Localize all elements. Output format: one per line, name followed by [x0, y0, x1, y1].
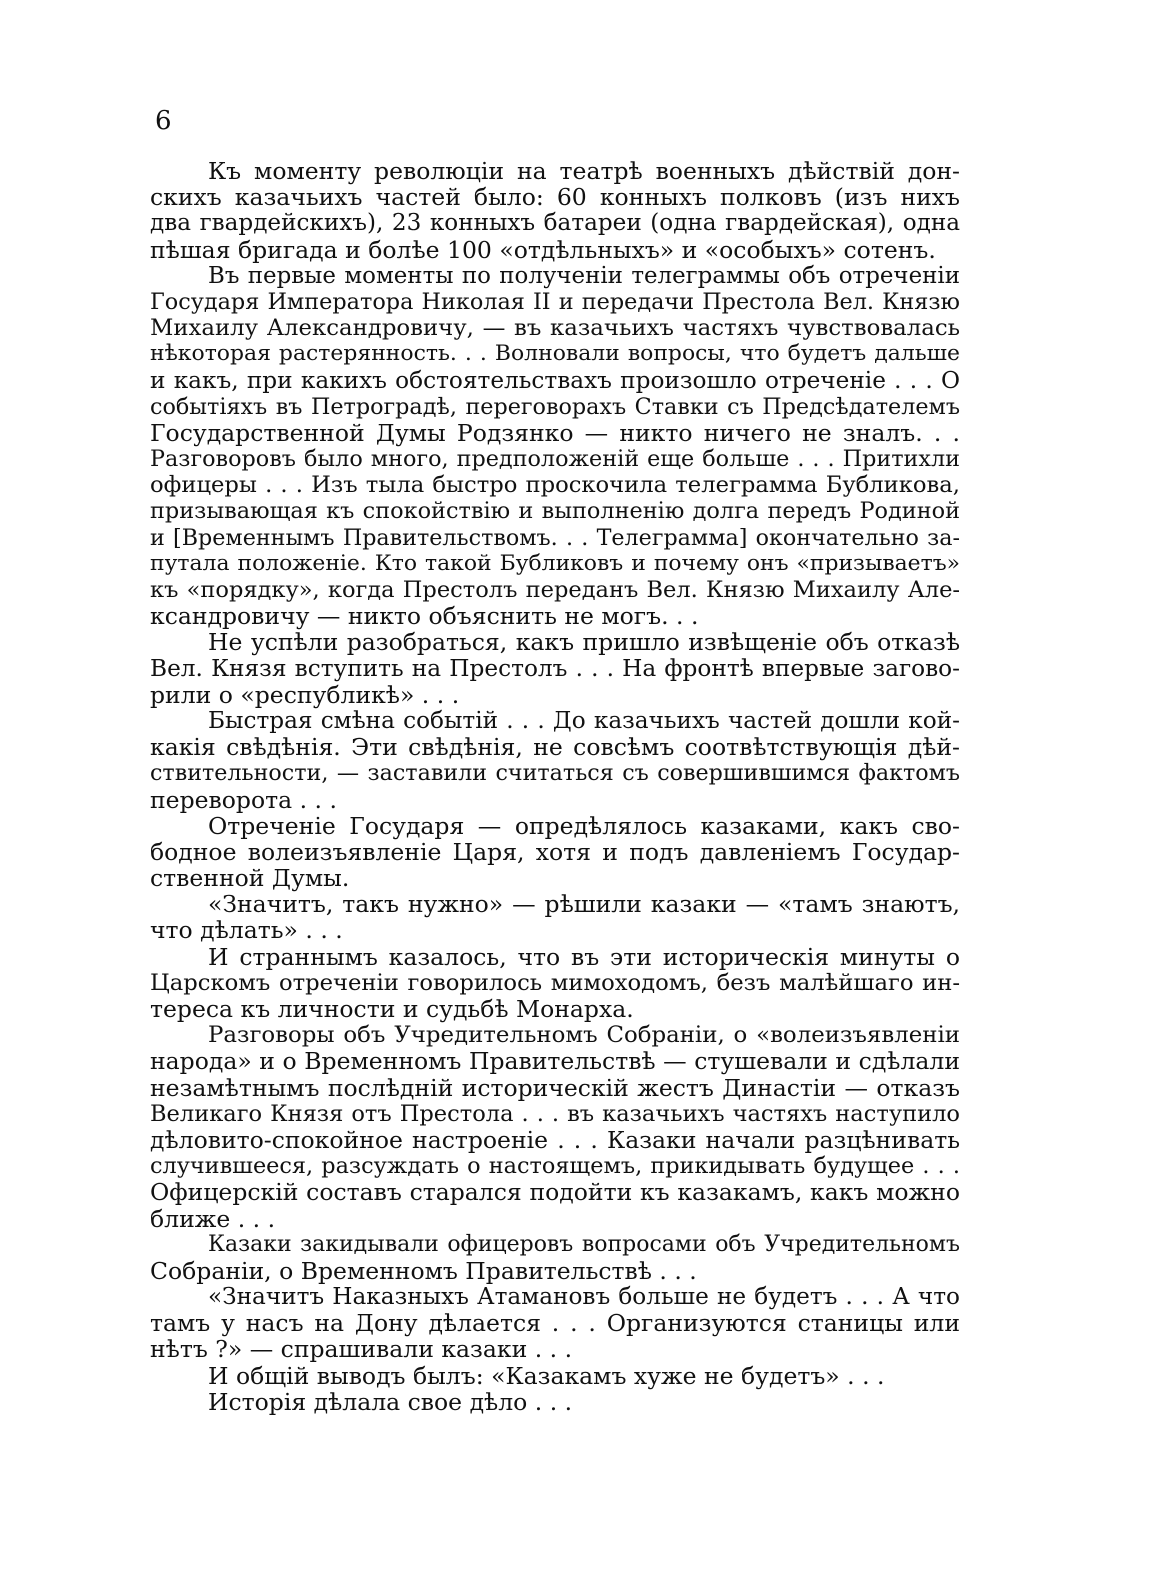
body-text	[150, 158, 960, 1415]
text-line: къ «порядку», когда Престолъ переданъ Вел. Князю Михаилу Але-	[150, 577, 960, 603]
text-line: скихъ казачьихъ частей было: 60 конныхъ полковъ (изъ нихъ	[150, 183, 960, 212]
text-line: случившееся, разсуждать о настоящемъ, прикидывать будущее . . .	[150, 1153, 960, 1180]
text-line: незамѣтнымъ послѣдній историческій жестъ Династіи — отказъ	[150, 1073, 960, 1102]
text-line: Не успѣли разобраться, какъ пришло извѣщеніе объ отказѣ	[208, 628, 960, 657]
text-line: что дѣлать» . . .	[150, 916, 343, 945]
text-line: и какъ, при какихъ обстоятельствахъ произошло отреченіе . . . О	[150, 366, 960, 394]
text-line: Отреченіе Государя — опредѣлялось казаками, какъ сво-	[208, 811, 960, 840]
text-line: пѣшая бригада и болѣе 100 «отдѣльныхъ» и «особыхъ» сотенъ.	[150, 235, 936, 264]
text-line: ственной Думы.	[150, 864, 350, 893]
text-line: «Значитъ, такъ нужно» — рѣшили казаки — «тамъ знаютъ,	[208, 890, 960, 919]
text-line: И страннымъ казалось, что въ эти историческія минуты о	[208, 942, 960, 971]
text-line: офицеры . . . Изъ тыла быстро проскочила телеграмма Бубликова,	[150, 472, 960, 499]
text-line: бодное волеизъявленіе Царя, хотя и подъ давленіемъ Государ-	[150, 837, 960, 866]
text-line: и [Временнымъ Правительствомъ. . . Телеграмма] окончательно за-	[150, 524, 960, 551]
text-line: «Значитъ Наказныхъ Атамановъ больше не будетъ . . . А что	[208, 1283, 960, 1311]
text-line: Разговоры объ Учредительномъ Собраніи, о «волеизъявленіи	[208, 1022, 960, 1049]
text-line: Въ первые моменты по полученіи телеграммы объ отреченіи	[208, 262, 960, 289]
text-line: переворота . . .	[150, 785, 337, 814]
text-line: Михаилу Александровичу, — въ казачьихъ частяхъ чувствовалась	[150, 315, 960, 342]
text-line: событіяхъ въ Петроградѣ, переговорахъ Ставки съ Предсѣдателемъ	[150, 393, 960, 420]
text-line: Царскомъ отреченіи говорилось мимоходомъ, безъ малѣйшаго ин-	[150, 969, 960, 996]
text-line: Офицерскій составъ старался подойти къ казакамъ, какъ можно	[150, 1178, 960, 1207]
page-number: 6	[155, 106, 172, 136]
text-line: Быстрая смѣна событій . . . До казачьихъ частей дошли кой-	[208, 706, 960, 734]
text-line: народа» и о Временномъ Правительствѣ — стушевали и сдѣлали	[150, 1047, 960, 1076]
text-line: ствительности, — заставили считаться съ совершившимся фактомъ	[150, 760, 960, 787]
text-line: Государственной Думы Родзянко — никто ничего не зналъ. . .	[150, 418, 960, 447]
text-line: ксандровичу — никто объяснить не могъ. . .	[150, 602, 699, 631]
text-line: Разговоровъ было много, предположеній еще больше . . . Притихли	[150, 446, 960, 473]
text-line: рили о «республикѣ» . . .	[150, 680, 460, 709]
text-line: Собраніи, о Временномъ Правительствѣ . . .	[150, 1256, 697, 1285]
text-line: Государя Императора Николая II и передачи Престола Вел. Князю	[150, 288, 960, 315]
text-line: путала положеніе. Кто такой Бубликовъ и почему онъ «призываетъ»	[150, 550, 960, 576]
text-line: ближе . . .	[150, 1204, 276, 1233]
text-line: нѣкоторая растерянность. . . Волновали вопросы, что будетъ дальше	[150, 341, 960, 367]
text-line: тамъ у насъ на Дону дѣлается . . . Организуются станицы или	[150, 1309, 960, 1338]
text-line: Великаго Князя отъ Престола . . . въ казачьихъ частяхъ наступило	[150, 1100, 960, 1127]
text-line: призывающая къ спокойствію и выполненію долга передъ Родиной	[150, 498, 960, 525]
text-line: Казаки закидывали офицеровъ вопросами объ Учредительномъ	[208, 1231, 960, 1257]
text-line: Исторія дѣлала свое дѣло . . .	[208, 1387, 573, 1416]
text-line: Къ моменту революціи на театрѣ военныхъ дѣйствій дон-	[208, 157, 960, 185]
text-line: какія свѣдѣнія. Эти свѣдѣнія, не совсѣмъ соотвѣтствующія дѣй-	[150, 733, 960, 762]
text-line: дѣловито-спокойное настроеніе . . . Казаки начали разцѣнивать	[150, 1125, 960, 1154]
text-line: Вел. Князя вступить на Престолъ . . . На фронтѣ впервые загово-	[150, 654, 960, 682]
text-line: тереса къ личности и судьбѣ Монарха.	[150, 995, 634, 1023]
text-line: два гвардейскихъ), 23 конныхъ батареи (одна гвардейская), одна	[150, 210, 960, 237]
text-line: нѣтъ ?» — спрашивали казаки . . .	[150, 1335, 573, 1364]
text-line: И общій выводъ былъ: «Казакамъ хуже не будетъ» . . .	[208, 1361, 885, 1390]
